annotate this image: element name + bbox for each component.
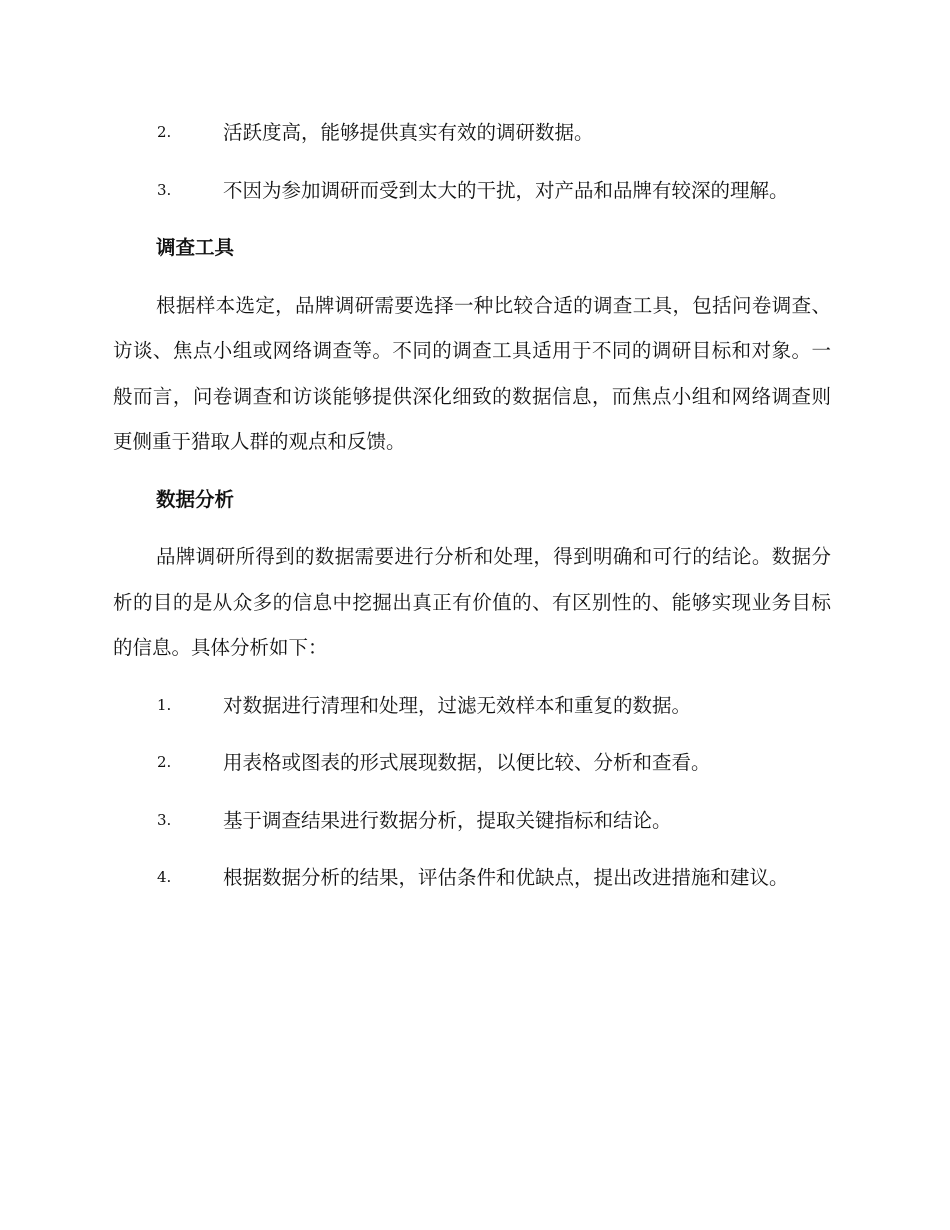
list-text: 不因为参加调研而受到太大的干扰，对产品和品牌有较深的理解。 [223, 178, 789, 202]
document-body [113, 110, 831, 913]
list-number: 3. [157, 810, 172, 829]
list-item [113, 110, 831, 156]
list-number: 1. [157, 695, 172, 714]
list-text: 对数据进行清理和处理，过滤无效样本和重复的数据。 [223, 693, 692, 717]
list-text: 基于调查结果进行数据分析，提取关键指标和结论。 [223, 808, 672, 832]
section-paragraph-analysis: 品牌调研所得到的数据需要进行分析和处理，得到明确和可行的结论。数据分析的目的是从众多的信息中挖掘出真正有价值的、有区别性的、能够实现业务目标的信息。具体分析如下： [113, 545, 831, 659]
list-number: 2. [157, 753, 172, 771]
list-number: 3. [157, 180, 172, 199]
section-heading-tools: 调查工具 [156, 236, 235, 259]
list-text: 根据数据分析的结果，评估条件和优缺点，提出改进措施和建议。 [223, 866, 789, 889]
section-heading-analysis: 数据分析 [156, 487, 235, 511]
list-text: 用表格或图表的形式展现数据，以便比较、分析和查看。 [223, 751, 711, 774]
list-item [113, 168, 831, 214]
list-number: 4. [157, 868, 172, 886]
section-paragraph-tools: 根据样本选定，品牌调研需要选择一种比较合适的调查工具，包括问卷调查、访谈、焦点小组或网络调查等。不同的调查工具适用于不同的调研目标和对象。一般而言，问卷调查和访谈能够提供深化细致的数据信息，而焦点小组和网络调查则更侧重于猎取人群的观点和反馈。 [113, 293, 831, 453]
list-text: 活跃度高，能够提供真实有效的调研数据。 [223, 121, 594, 144]
list-item [113, 683, 831, 729]
list-item [113, 798, 831, 844]
list-item [113, 740, 831, 786]
list-number: 2. [157, 123, 172, 141]
list-item [113, 855, 831, 901]
